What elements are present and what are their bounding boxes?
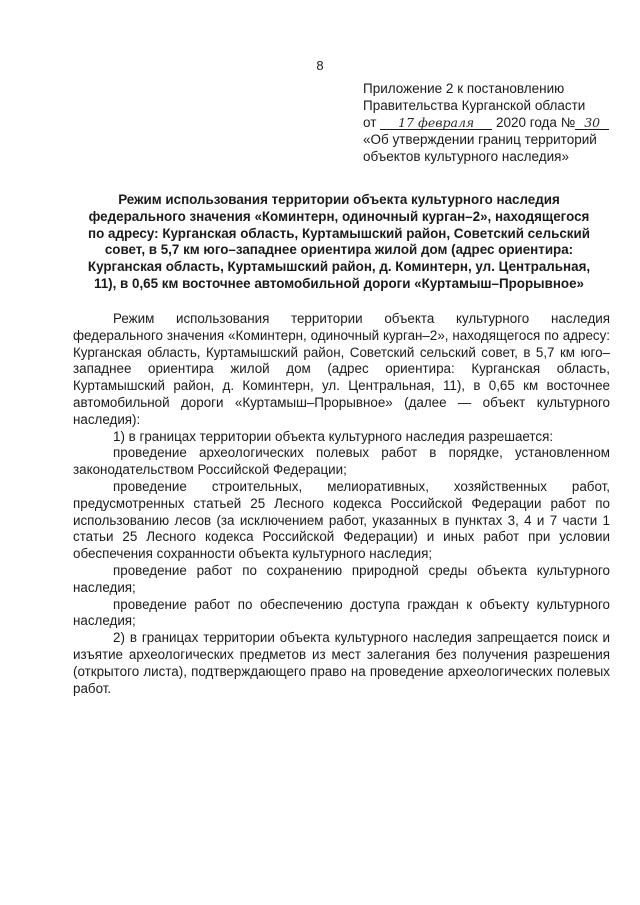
handwritten-date: 17 февраля bbox=[380, 116, 492, 130]
title-line: по адресу: Курганская область, Куртамышский район, Советский сельский bbox=[88, 225, 590, 241]
appendix-line-1: Приложение 2 к постановлению bbox=[363, 81, 565, 96]
date-prefix: от bbox=[363, 115, 377, 130]
title-line: совет, в 5,7 км юго–западнее ориентира жилой дом (адрес ориентира: bbox=[104, 242, 574, 258]
appendix-date-line bbox=[363, 114, 613, 131]
body-paragraph: Режим использования территории объекта культурного наследия федерального значения «Коминтерн, одиночный курган–2», находящегося по адресу: Курганская область, Куртамышский район, Советский сельский совет, в 5,7 км юго–западнее ориентира жилой дом (адрес ориентира: Курганская область, Куртамышский район, д. Коминтерн, ул. Центральная, 11), в 0,65 км восточнее автомобильной дороги «Куртамыш–Прорывное» (далее — объект культурного наследия): bbox=[73, 311, 610, 427]
page-number: 8 bbox=[316, 58, 324, 73]
appendix-line-2: Правительства Курганской области bbox=[363, 98, 586, 113]
date-suffix: 2020 года № bbox=[495, 115, 576, 130]
body-paragraph: 2) в границах территории объекта культурного наследия запрещается поиск и изъятие археологических предметов из мест залегания без получения разрешения (открытого листа), подтверждающего право на проведение археологических полевых работ. bbox=[73, 630, 610, 696]
body-paragraph: проведение строительных, мелиоративных, хозяйственных работ, предусмотренных статьей 25 Лесного кодекса Российской Федерации работ по использованию лесов (за исключением работ, указанных в пунктах 3, 4 и 7 части 1 статьи 25 Лесного кодекса Российской Федерации) и иных работ при условии обеспечения сохранности объекта культурного наследия; bbox=[73, 478, 610, 562]
appendix-line-4: «Об утверждении границ территорий bbox=[363, 132, 597, 147]
body-paragraph: проведение работ по обеспечению доступа граждан к объекту культурного наследия; bbox=[73, 596, 610, 629]
body-paragraph: проведение работ по сохранению природной среды объекта культурного наследия; bbox=[73, 562, 610, 595]
appendix-line-5: объектов культурного наследия» bbox=[363, 149, 569, 164]
title-line: федерального значения «Коминтерн, одиночный курган–2», находящегося bbox=[88, 208, 590, 224]
body-paragraph: 1) в границах территории объекта культурного наследия разрешается: bbox=[113, 428, 554, 444]
body-paragraph: проведение археологических полевых работ в порядке, установленном законодательством Российской Федерации; bbox=[73, 445, 610, 478]
title-line: Курганская область, Куртамышский район, д. Коминтерн, ул. Центральная, bbox=[87, 259, 591, 275]
title-line: 11), в 0,65 км восточнее автомобильной дороги «Куртамыш–Прорывное» bbox=[94, 275, 584, 291]
handwritten-number: 30 bbox=[575, 116, 609, 130]
document-title bbox=[73, 192, 605, 293]
appendix-header bbox=[363, 80, 613, 165]
title-line: Режим использования территории объекта культурного наследия bbox=[118, 192, 560, 207]
document-body bbox=[73, 311, 610, 697]
